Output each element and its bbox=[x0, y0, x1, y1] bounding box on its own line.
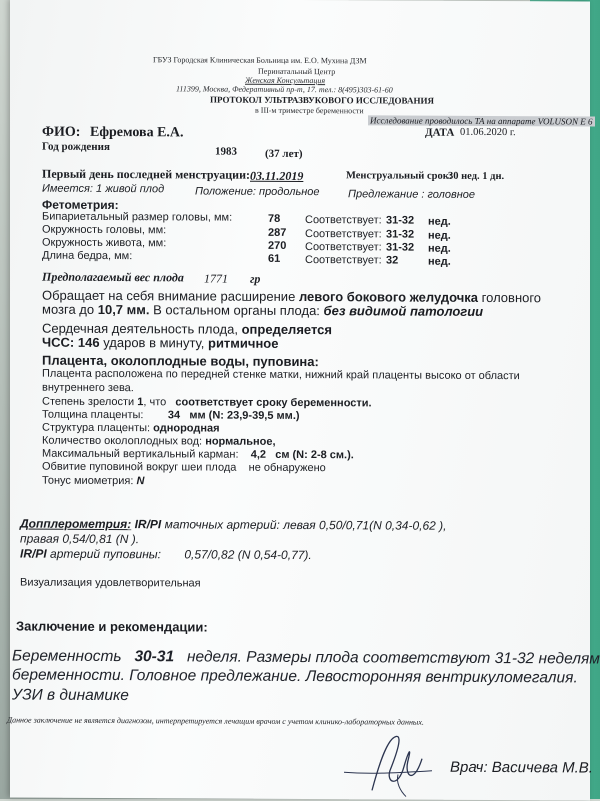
fio-label: ФИО: bbox=[42, 124, 81, 140]
hr-label: ЧСС: bbox=[42, 334, 75, 350]
fetus-position: Положение: продольное bbox=[195, 185, 320, 199]
apparatus-line: Исследование проводилось ТА на аппарате VOLUSON E 6 bbox=[370, 115, 593, 127]
maturity-result: соответствует сроку беременности. bbox=[175, 396, 372, 410]
fetometry-title: Фетометрия: bbox=[42, 197, 119, 213]
attention-text: Обращает на себя внимание расширение bbox=[42, 287, 296, 304]
fetometry-row-unit: нед. bbox=[428, 229, 451, 242]
fetometry-row-value: 61 bbox=[268, 252, 281, 265]
fetometry-row-weeks: 32 bbox=[386, 254, 399, 267]
doctor-label: Врач: bbox=[450, 758, 488, 776]
fetometry-row-corresponds: Соответствует: bbox=[305, 241, 382, 254]
fetometry-row-value: 270 bbox=[268, 239, 287, 252]
doppler-line-3 bbox=[20, 547, 312, 563]
lmp-value: 03.11.2019 bbox=[250, 168, 304, 184]
fetometry-row-label: Окружность головы, мм: bbox=[42, 223, 167, 237]
conclusion-line-1 bbox=[12, 647, 600, 668]
cord-entanglement bbox=[42, 461, 326, 474]
umbilical-value: 0,57/0,82 (N 0,54-0,77). bbox=[184, 547, 312, 563]
conclusion-title: Заключение и рекомендации: bbox=[16, 618, 208, 635]
hr-value: 146 bbox=[77, 334, 100, 350]
cord-label: Обвитие пуповиной вокруг шеи плода bbox=[42, 460, 237, 474]
date-value: 01.06.2020 г. bbox=[460, 126, 516, 139]
conclusion-line-3: УЗИ в динамике bbox=[12, 686, 129, 705]
heart-activity-label: Сердечная деятельность плода, bbox=[42, 320, 238, 337]
placenta-maturity bbox=[42, 396, 372, 410]
birth-year-label: Год рождения bbox=[42, 140, 110, 154]
conclusion-pregnancy: Беременность bbox=[12, 647, 122, 666]
doppler-irpi: IR/PI bbox=[134, 517, 162, 532]
attention-brain: мозга до bbox=[42, 301, 95, 317]
patient-age: (37 лет) bbox=[265, 147, 303, 161]
fetometry-row-corresponds: Соответствует: bbox=[305, 214, 382, 227]
conclusion-line-2: беременности. Головное предлежание. Левосторонняя вентрикуломегалия. bbox=[12, 666, 578, 687]
maturity-label: Степень зрелости bbox=[42, 395, 135, 409]
term-value: 30 нед. 1 дн. bbox=[448, 170, 505, 183]
hospital-address: 111399, Москва, Федеративный пр-т, 17. тел.: 8(495)303-61-60 bbox=[176, 84, 393, 95]
fluid-value: нормальное, bbox=[205, 435, 276, 448]
umbilical-label: артерий пуповины: bbox=[50, 546, 161, 562]
fetometry-row-corresponds: Соответствует: bbox=[305, 228, 382, 241]
attention-line-2 bbox=[42, 302, 483, 319]
fetus-present: Имеется: 1 живой плод bbox=[42, 182, 165, 196]
fetometry-row-unit: нед. bbox=[428, 242, 451, 255]
maturity-what: , что bbox=[143, 396, 167, 409]
structure-value: однородная bbox=[153, 422, 220, 435]
hr-unit: ударов в минуту, bbox=[103, 334, 205, 351]
thickness-norm: мм (N: 23,9-39,5 мм.) bbox=[189, 409, 300, 422]
ultrasound-report-sheet bbox=[7, 0, 600, 801]
doppler-uterine: маточных артерий: левая 0,50/0,71(N 0,34-0,62 ), bbox=[164, 517, 447, 533]
fetometry-row-label: Окружность живота, мм: bbox=[42, 236, 167, 250]
myometrium-tone bbox=[42, 475, 144, 488]
maturity-value: 1 bbox=[137, 396, 144, 409]
lmp-label: Первый день последней менструации: bbox=[42, 166, 250, 182]
other-organs-label: В остальном органы плода: bbox=[153, 302, 320, 319]
fetus-presentation: Предлежание : головное bbox=[348, 188, 476, 201]
fetometry-row-weeks: 31-32 bbox=[386, 228, 415, 241]
weight-value: 1771 bbox=[204, 271, 228, 286]
fio-value: Ефремова Е.А. bbox=[90, 124, 184, 141]
amniotic-fluid bbox=[42, 435, 276, 448]
pocket-value: 4,2 bbox=[250, 448, 267, 461]
vertical-pocket bbox=[42, 448, 354, 462]
placenta-location-1: Плацента расположена по передней стенке матки, нижний край плаценты высоко от области bbox=[42, 367, 520, 383]
pocket-label: Максимальный вертикальный карман: bbox=[42, 447, 239, 461]
date-label: ДАТА bbox=[425, 126, 455, 139]
fetometry-row-unit: нед. bbox=[428, 255, 451, 268]
thickness-value: 34 bbox=[167, 409, 181, 422]
heart-activity-value: определяется bbox=[241, 321, 332, 338]
term-label: Менструальный срок: bbox=[346, 170, 453, 182]
doppler-right: правая 0,54/0,81 (N ). bbox=[20, 531, 140, 547]
fetometry-row-weeks: 31-32 bbox=[386, 241, 415, 254]
fetometry-row-corresponds: Соответствует: bbox=[305, 254, 382, 267]
fetometry-row-label: Бипариетальный размер головы, мм: bbox=[42, 210, 233, 224]
fetometry-row-label: Длина бедра, мм: bbox=[42, 249, 133, 263]
womens-consultation: Женская Консультация bbox=[245, 75, 326, 86]
placenta-location-2: внутреннего зева. bbox=[42, 381, 134, 395]
fluid-label: Количество околоплодных вод: bbox=[42, 434, 203, 448]
doctor-name: Васичева М.В. bbox=[491, 759, 593, 777]
ventricle-size: 10,7 мм. bbox=[97, 301, 150, 318]
hospital-name: ГБУЗ Городская Клиническая Больница им. Е.О. Мухина ДЗМ bbox=[153, 55, 367, 66]
other-organs-value: без видимой патологии bbox=[323, 303, 484, 319]
fetometry-row-value: 287 bbox=[268, 226, 287, 239]
doppler-title: Допплерометрия: bbox=[20, 516, 132, 532]
conclusion-weeks: 30-31 bbox=[134, 648, 175, 666]
disclaimer: Данное заключение не является диагнозом, интерпретируется лечащим врачом с учетом клинико-лабораторных данных. bbox=[7, 715, 424, 727]
placenta-structure bbox=[42, 422, 220, 435]
birth-year-value: 1983 bbox=[215, 145, 237, 158]
structure-label: Структура плаценты: bbox=[42, 421, 151, 435]
conclusion-sizes: неделя. Размеры плода соответствуют 31-32 неделям bbox=[187, 648, 600, 668]
fetometry-row-value: 78 bbox=[268, 212, 281, 225]
placenta-thickness bbox=[42, 409, 300, 422]
tone-label: Тонус миометрия: bbox=[42, 474, 134, 488]
heart-rate bbox=[42, 335, 278, 351]
doppler-line-1 bbox=[20, 517, 446, 533]
tone-value: N bbox=[136, 475, 145, 488]
cord-value: не обнаружено bbox=[248, 461, 326, 475]
placenta-title: Плацента, околоплодные воды, пуповина: bbox=[42, 352, 319, 370]
attention-text-end: головного bbox=[481, 289, 542, 306]
visualization: Визуализация удовлетворительная bbox=[20, 576, 201, 590]
doppler-irpi-2: IR/PI bbox=[20, 546, 47, 561]
trimester-note: в III-м триместре беременности bbox=[255, 105, 364, 116]
perinatal-center: Перинатальный Центр bbox=[258, 66, 336, 77]
weight-label: Предполагаемый вес плода bbox=[42, 269, 184, 285]
hr-rhythm: ритмичное bbox=[208, 335, 279, 351]
thickness-label: Толщина плаценты: bbox=[42, 408, 144, 422]
doctor-line bbox=[450, 759, 593, 777]
ventricle-finding: левого бокового желудочка bbox=[298, 288, 479, 305]
weight-unit: гр bbox=[250, 271, 261, 286]
fetometry-row-unit: нед. bbox=[428, 215, 451, 228]
fetometry-row-weeks: 31-32 bbox=[386, 214, 415, 227]
pocket-norm: см (N: 2-8 см.). bbox=[275, 448, 354, 462]
protocol-title: ПРОТОКОЛ УЛЬТРАЗВУКОВОГО ИССЛЕДОВАНИЯ bbox=[210, 94, 434, 106]
